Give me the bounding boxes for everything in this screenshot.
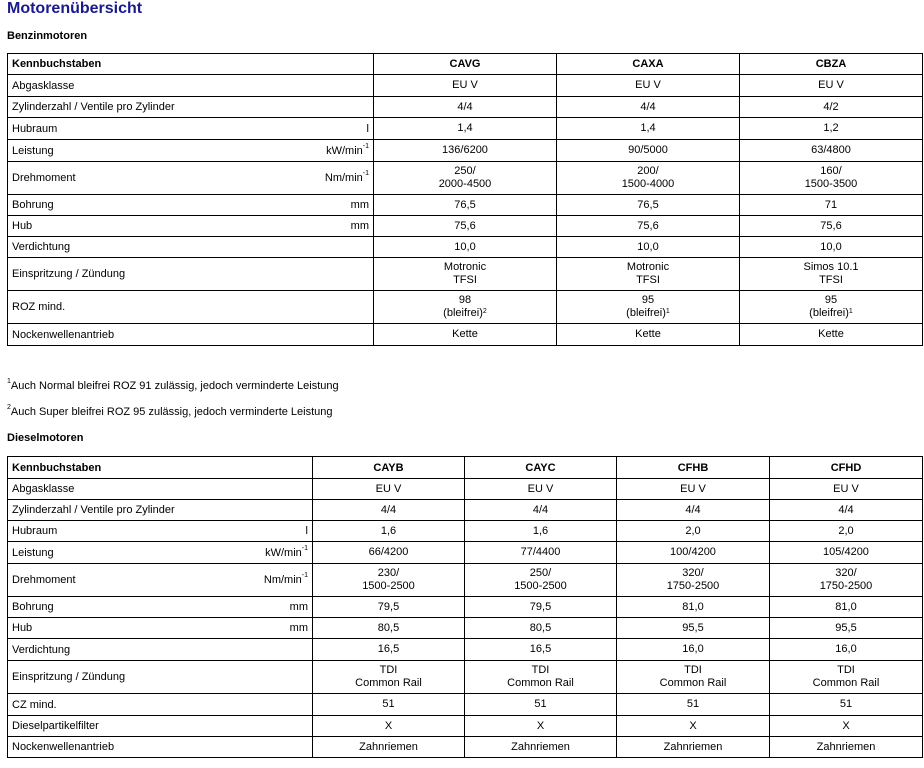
footnote-marker: 1 [848,308,853,315]
value-line: EU V [527,482,554,495]
diesel-value-cell [617,716,770,737]
diesel-row-einspritzung-zuendung [8,661,923,694]
value-line: 63/4800 [811,144,851,156]
diesel-value-cell [313,479,465,500]
value-line: 2,0 [838,524,854,537]
value-line: TFSI [453,274,477,286]
diesel-value-cell [465,639,617,661]
value-line: 250/ [454,165,476,177]
diesel-value-cell [617,564,770,597]
value-line: 16,5 [529,643,552,655]
diesel-row-drehmoment [8,564,923,597]
diesel-engine-code-cfhd: CFHD [770,457,923,479]
footnote-mark: 1 [7,378,11,385]
petrol-value-cell [374,118,557,140]
petrol-value-cell [740,237,923,258]
value-line: 66/4200 [368,546,409,558]
petrol-row-einspritzung-zuendung [8,258,923,291]
diesel-row-bohrung [8,597,923,618]
row-label: Bohrung [12,199,54,211]
diesel-value-cell [465,618,617,639]
row-label: Verdichtung [12,643,71,656]
diesel-value-cell [465,564,617,597]
row-unit: l [305,525,308,537]
petrol-value-cell [740,97,923,118]
petrol-value-cell [374,258,557,291]
diesel-row-label-cell [8,716,313,737]
value-line: 71 [824,198,838,211]
value-line: 105/4200 [823,546,869,558]
value-line: TFSI [636,274,660,286]
row-label: Nockenwellenantrieb [12,741,115,753]
value-line: Motronic [626,261,670,273]
row-label: Verdichtung [12,241,71,253]
diesel-header-label: Kennbuchstaben [8,457,313,479]
footnote-1 [7,380,339,392]
value-line: 230/ [377,567,400,579]
diesel-row-label-cell [8,661,313,694]
footnote-marker: 2 [482,308,487,315]
row-label: Einspritzung / Zündung [12,268,126,280]
row-unit: $kW/\min^{-1}$ [265,544,308,559]
value-line: EU V [452,79,478,91]
value-line: 1,2 [823,122,839,134]
diesel-value-cell [617,542,770,564]
diesel-value-cell [465,716,617,737]
petrol-row-hub [8,216,923,237]
value-line: 1500-2500 [362,580,415,592]
petrol-engine-code-cavg: CAVG [374,54,557,75]
petrol-value-cell [740,216,923,237]
petrol-value-cell [374,97,557,118]
unit-superscript: -1 [362,170,369,177]
value-line: 200/ [637,165,659,177]
diesel-value-cell [313,661,465,694]
petrol-row-verdichtung [8,237,923,258]
value-line: 4/4 [838,503,854,516]
value-line: 4/4 [685,503,701,516]
diesel-value-cell [313,716,465,737]
diesel-value-cell [465,479,617,500]
footnote-text: Auch Super bleifrei ROZ 95 zulässig, jedoch verminderte Leistung [10,406,333,418]
diesel-value-cell [617,639,770,661]
petrol-value-cell [557,140,740,162]
diesel-row-leistung [8,542,923,564]
value-line: 95,5 [682,621,704,634]
petrol-value-cell [557,118,740,140]
row-label: ROZ mind. [12,301,66,313]
value-line: Kette [452,328,478,340]
value-line: Kette [818,328,844,340]
value-line: 4/4 [380,503,397,516]
petrol-value-cell [557,258,740,291]
petrol-row-label-cell [8,75,374,97]
value-line: Kette [635,328,661,340]
petrol-header-label: Kennbuchstaben [8,54,374,75]
petrol-row-label-cell [8,258,374,291]
diesel-engine-code-cayc: CAYC [465,457,617,479]
diesel-row-verdichtung [8,639,923,661]
row-label: Hub [12,622,33,634]
footnote-2 [7,406,333,418]
diesel-value-cell [313,694,465,716]
petrol-value-cell [740,195,923,216]
petrol-value-cell [374,216,557,237]
value-line: 16,0 [682,643,704,655]
value-line: (bleifrei)$^2$ [443,307,487,319]
row-unit: $Nm/\min^{-1}$ [263,572,308,586]
diesel-row-abgasklasse [8,479,923,500]
petrol-row-label-cell [8,162,374,195]
row-label: Abgasklasse [12,483,75,495]
row-label: Einspritzung / Zündung [12,671,126,683]
diesel-heading: Dieselmotoren [7,432,84,444]
value-line: (bleifrei)$^1$ [809,307,853,319]
value-line: 75,6 [637,219,659,232]
diesel-value-cell [465,737,617,758]
value-line: 1750-2500 [666,580,720,592]
diesel-row-dieselpartikelfilter [8,716,923,737]
diesel-row-label-cell [8,694,313,716]
petrol-value-cell [740,118,923,140]
value-line: Common Rail [812,677,880,689]
value-line: Motronic [443,261,487,273]
diesel-value-cell [313,542,465,564]
petrol-engine-code-caxa: CAXA [557,54,740,75]
value-line: 10,0 [637,240,659,253]
petrol-value-cell [374,324,557,346]
petrol-row-label-cell [8,97,374,118]
value-line: 250/ [529,567,552,579]
value-line: 100/4200 [670,546,716,558]
unit-superscript: -1 [301,572,308,579]
petrol-engine-table [7,53,923,346]
value-line: 320/ [682,567,704,579]
value-line: 80,5 [377,621,400,634]
petrol-row-bohrung [8,195,923,216]
value-line: X [689,719,697,732]
petrol-value-cell [374,291,557,324]
petrol-value-cell [374,237,557,258]
value-line: 2,0 [685,524,701,537]
value-line: Common Rail [507,677,574,689]
diesel-value-cell [770,618,923,639]
diesel-row-label-cell [8,542,313,564]
petrol-value-cell [740,324,923,346]
value-line: TDI [531,664,550,676]
diesel-value-cell [617,521,770,542]
diesel-header-row [8,457,923,479]
diesel-value-cell [313,521,465,542]
diesel-value-cell [465,521,617,542]
row-label: Hubraum [12,122,58,135]
diesel-value-cell [770,716,923,737]
petrol-value-cell [557,75,740,97]
value-line: 4/4 [640,100,656,113]
row-label: Drehmoment [12,574,76,586]
unit-superscript: -1 [301,544,308,552]
row-label: Leistung [12,144,54,157]
value-line: 81,0 [682,600,704,613]
diesel-value-cell [313,639,465,661]
value-line: 51 [839,698,853,710]
petrol-row-nockenwellenantrieb [8,324,923,346]
value-line: (bleifrei)$^1$ [626,307,670,319]
diesel-value-cell [770,597,923,618]
unit-superscript: -1 [362,142,369,150]
petrol-row-label-cell [8,118,374,140]
value-line: 79,5 [377,600,400,613]
value-line: X [536,719,545,732]
value-line: 1750-2500 [819,580,873,592]
value-line: 80,5 [529,621,552,634]
row-label: Hub [12,220,33,232]
diesel-row-zylinderzahl-ventile-pro-zylinder [8,500,923,521]
diesel-value-cell [465,694,617,716]
diesel-value-cell [770,661,923,694]
footnote-mark: 2 [7,404,11,411]
value-line: Zahnriemen [816,740,876,753]
petrol-value-cell [557,97,740,118]
petrol-value-cell [740,75,923,97]
diesel-row-label-cell [8,479,313,500]
petrol-row-label-cell [8,195,374,216]
diesel-value-cell [313,618,465,639]
row-label: Nockenwellenantrieb [12,328,115,341]
row-label: Abgasklasse [12,79,75,92]
value-line: 95 [641,294,655,306]
row-label: Hubraum [12,525,58,537]
petrol-value-cell [740,291,923,324]
petrol-row-label-cell [8,237,374,258]
diesel-value-cell [770,564,923,597]
value-line: 95 [824,294,838,306]
diesel-row-label-cell [8,618,313,639]
petrol-row-label-cell [8,216,374,237]
row-label: Dieselpartikelfilter [12,720,99,732]
row-unit: mm [289,622,308,634]
row-label: Bohrung [12,601,54,613]
petrol-row-drehmoment [8,162,923,195]
value-line: 98 [458,294,472,306]
value-line: 1,4 [640,122,656,134]
value-line: EU V [375,482,402,495]
value-line: 75,6 [820,219,842,232]
value-line: 2000-4500 [438,178,492,190]
diesel-value-cell [617,479,770,500]
row-unit: $kW/\min^{-1}$ [326,142,369,157]
diesel-value-cell [465,597,617,618]
value-line: Zahnriemen [359,740,418,753]
row-label: Zylinderzahl / Ventile pro Zylinder [12,101,175,113]
petrol-value-cell [740,140,923,162]
diesel-value-cell [617,597,770,618]
diesel-value-cell [770,500,923,521]
diesel-value-cell [465,661,617,694]
diesel-row-nockenwellenantrieb [8,737,923,758]
petrol-value-cell [557,237,740,258]
diesel-value-cell [617,500,770,521]
value-line: 16,5 [377,643,400,655]
diesel-value-cell [770,639,923,661]
petrol-value-cell [374,140,557,162]
petrol-row-leistung [8,140,923,162]
petrol-value-cell [740,162,923,195]
petrol-value-cell [557,195,740,216]
value-line: 1500-4000 [621,178,675,190]
diesel-row-cz-mind [8,694,923,716]
diesel-row-label-cell [8,639,313,661]
value-line: EU V [680,482,706,495]
diesel-value-cell [313,500,465,521]
diesel-value-cell [770,737,923,758]
page-title: Motorenübersicht [7,0,143,17]
petrol-row-label-cell [8,291,374,324]
petrol-value-cell [374,75,557,97]
petrol-value-cell [740,258,923,291]
value-line: EU V [818,79,844,91]
value-line: 79,5 [529,600,552,613]
value-line: Zahnriemen [663,740,723,753]
petrol-value-cell [557,216,740,237]
value-line: TDI [684,664,702,676]
row-unit: mm [350,220,369,232]
row-unit: mm [350,199,369,211]
value-line: X [384,719,393,732]
footnote-text: Auch Normal bleifrei ROZ 91 zulässig, jedoch verminderte Leistung [10,380,339,392]
value-line: 136/6200 [442,144,488,156]
diesel-value-cell [313,737,465,758]
diesel-row-label-cell [8,737,313,758]
value-line: 51 [534,698,547,710]
diesel-value-cell [617,694,770,716]
petrol-row-hubraum [8,118,923,140]
value-line: 1,6 [380,524,397,537]
value-line: 76,5 [637,198,659,211]
value-line: 1,6 [532,524,549,537]
value-line: 320/ [835,567,857,579]
diesel-value-cell [617,737,770,758]
value-line: 1500-3500 [804,178,858,190]
footnote-marker: 1 [665,308,670,315]
value-line: Zahnriemen [511,740,570,753]
row-unit: l [366,122,369,135]
row-label: Leistung [12,546,54,559]
diesel-value-cell [770,542,923,564]
petrol-heading: Benzinmotoren [7,30,88,42]
value-line: 51 [382,698,395,710]
petrol-header-row [8,54,923,75]
value-line: EU V [833,482,859,495]
row-unit: $Nm/\min^{-1}$ [324,170,369,184]
petrol-value-cell [557,162,740,195]
diesel-value-cell [465,542,617,564]
petrol-value-cell [374,162,557,195]
value-line: 4/4 [457,100,473,113]
diesel-value-cell [617,661,770,694]
value-line: TFSI [819,274,843,286]
value-line: 76,5 [454,198,476,211]
value-line: X [842,719,850,732]
diesel-value-cell [770,694,923,716]
value-line: 4/2 [823,100,839,113]
value-line: Common Rail [355,677,422,689]
value-line: EU V [635,79,661,91]
diesel-value-cell [313,597,465,618]
row-label: CZ mind. [12,698,57,711]
diesel-value-cell [617,618,770,639]
petrol-engine-code-cbza: CBZA [740,54,923,75]
diesel-row-label-cell [8,521,313,542]
diesel-value-cell [770,479,923,500]
value-line: 4/4 [532,503,549,516]
value-line: 10,0 [454,240,476,253]
value-line: 10,0 [820,240,842,253]
petrol-row-label-cell [8,140,374,162]
petrol-row-label-cell [8,324,374,346]
row-label: Drehmoment [12,172,76,184]
value-line: 81,0 [835,600,857,613]
diesel-row-label-cell [8,564,313,597]
value-line: 77/4400 [520,546,561,558]
row-unit: mm [289,601,308,613]
value-line: 90/5000 [628,144,668,156]
diesel-value-cell [465,500,617,521]
value-line: 16,0 [835,643,857,655]
diesel-engine-code-cfhb: CFHB [617,457,770,479]
value-line: Simos 10.1 [803,261,859,273]
diesel-row-hubraum [8,521,923,542]
value-line: 1500-2500 [514,580,567,592]
diesel-row-hub [8,618,923,639]
value-line: 95,5 [835,621,857,634]
diesel-row-label-cell [8,500,313,521]
diesel-value-cell [770,521,923,542]
diesel-engine-code-cayb: CAYB [313,457,465,479]
diesel-engine-table [7,456,923,758]
value-line: Common Rail [659,677,727,689]
petrol-value-cell [557,324,740,346]
value-line: 1,4 [457,122,473,134]
diesel-value-cell [313,564,465,597]
row-label: Zylinderzahl / Ventile pro Zylinder [12,504,175,516]
petrol-value-cell [374,195,557,216]
diesel-row-label-cell [8,597,313,618]
petrol-row-abgasklasse [8,75,923,97]
petrol-value-cell [557,291,740,324]
petrol-row-roz-mind [8,291,923,324]
value-line: 51 [686,698,700,710]
value-line: 160/ [820,165,842,177]
value-line: 75,6 [454,219,476,232]
value-line: TDI [379,664,398,676]
petrol-row-zylinderzahl-ventile-pro-zylinder [8,97,923,118]
value-line: TDI [837,664,855,676]
